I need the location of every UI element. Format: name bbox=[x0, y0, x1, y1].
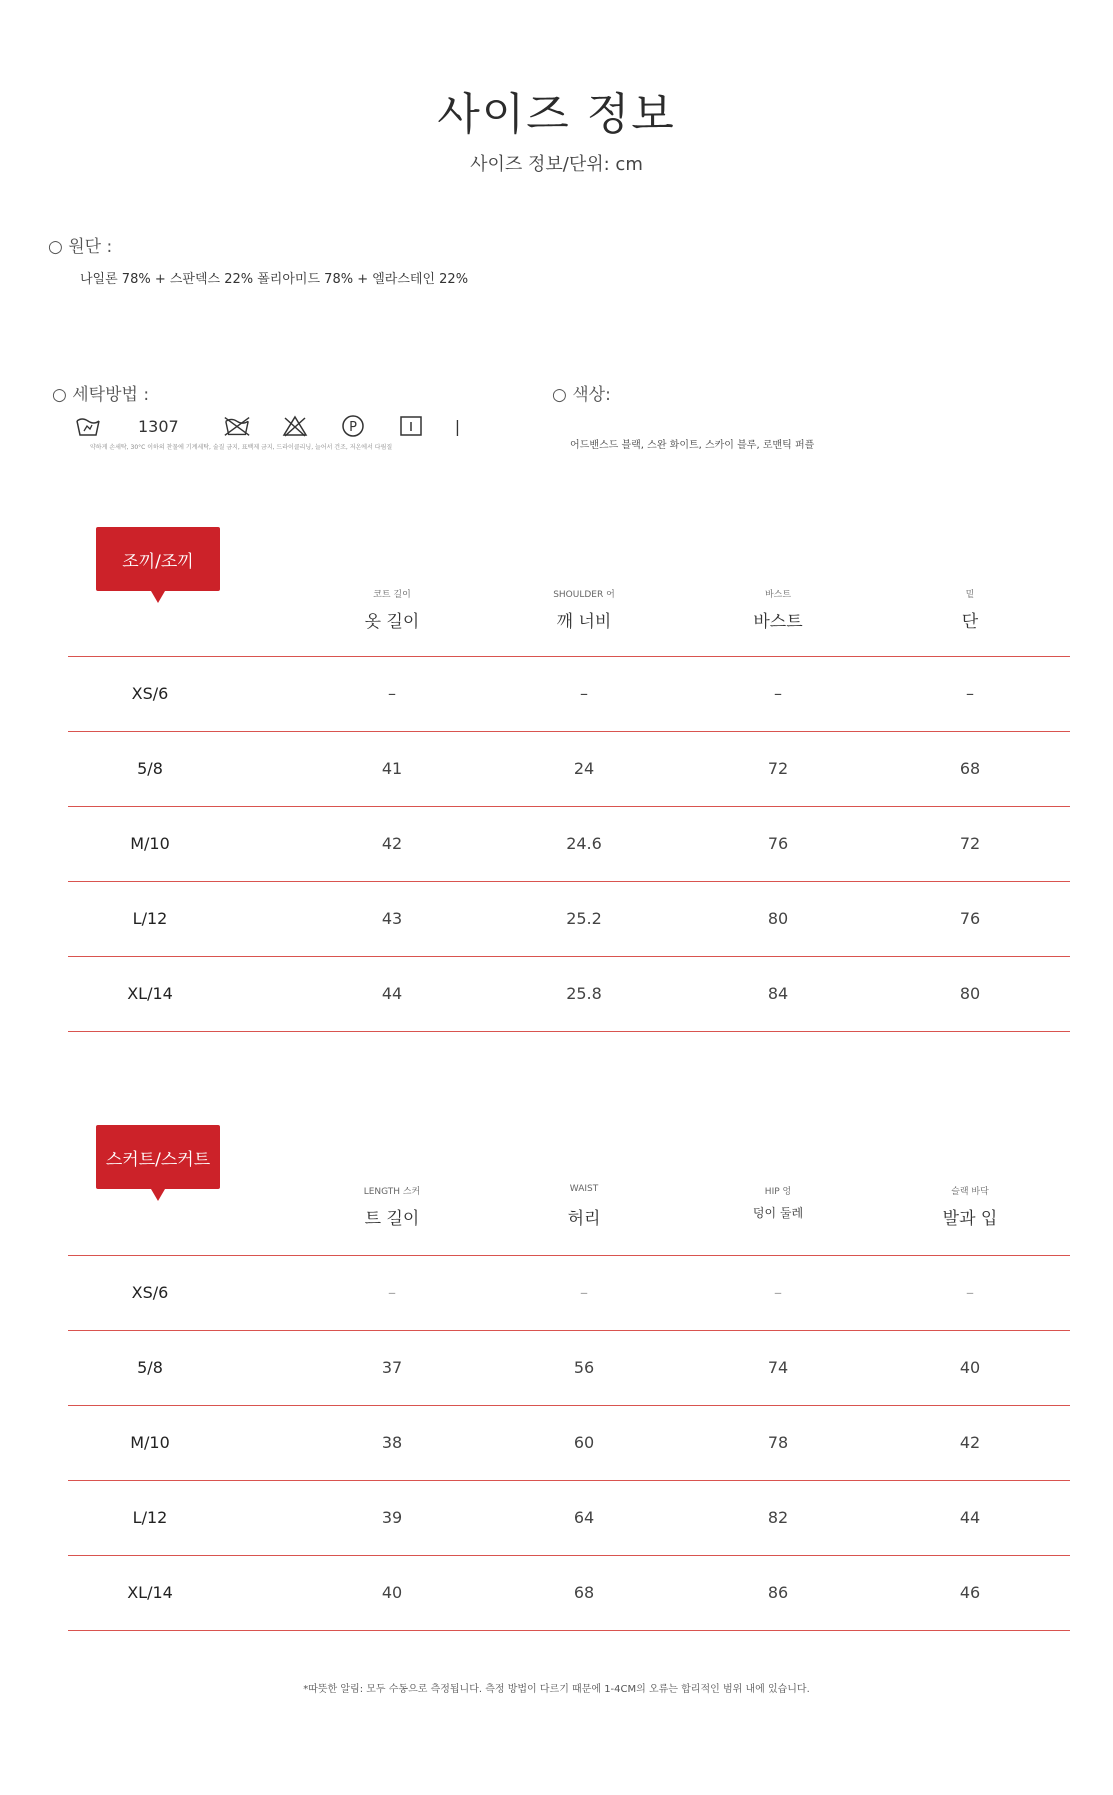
table-row: XL/14 44 25.8 84 80 bbox=[68, 956, 1070, 1032]
skirt-header-hip: HIP 엉 덩이 둘레 bbox=[752, 1187, 804, 1220]
skirt-tag-label: 스커트/스커트 bbox=[96, 1125, 220, 1189]
iron-low-icon bbox=[397, 414, 425, 438]
washing-icons bbox=[74, 414, 460, 438]
dry-clean-p-icon bbox=[339, 414, 367, 438]
vest-tag bbox=[96, 527, 220, 603]
svg-text:P: P bbox=[348, 420, 357, 435]
vest-header-shoulder: SHOULDER 어 깨 너비 bbox=[553, 590, 615, 632]
no-bleach-icon bbox=[281, 414, 309, 438]
washing-note: 약하게 손세탁, 30°C 이하의 찬물에 기계세탁, 술질 금지, 표백제 금지, 드라이클리닝, 늘어서 건조, 저온에서 다림질 bbox=[90, 444, 393, 451]
table-row: XS/6 – – – – bbox=[68, 1255, 1070, 1330]
table-row: L/12 39 64 82 44 bbox=[68, 1480, 1070, 1555]
table-row: M/10 38 60 78 42 bbox=[68, 1405, 1070, 1480]
page-subtitle: 사이즈 정보/단위: cm bbox=[470, 154, 643, 175]
vest-tag-arrow bbox=[151, 591, 165, 603]
color-value: 어드밴스드 블랙, 스완 화이트, 스카이 블루, 로맨틱 퍼플 bbox=[570, 440, 815, 451]
table-row: XS/6 – – – – bbox=[68, 656, 1070, 731]
footnote: *따뜻한 알림: 모두 수동으로 측정됩니다. 측정 방법이 다르기 때문에 1-4CM의 오류는 합리적인 범위 내에 있습니다. bbox=[303, 1684, 810, 1695]
vest-header-length: 코트 길이 옷 길이 bbox=[364, 590, 420, 632]
skirt-tag-arrow bbox=[151, 1189, 165, 1201]
partial-icon: | bbox=[454, 416, 461, 436]
hand-wash-icon bbox=[74, 414, 102, 438]
fabric-label: ○ 원단 : bbox=[48, 237, 113, 257]
skirt-header-leg-opening: 슬랙 바닥 발과 입 bbox=[942, 1187, 998, 1229]
washing-label: ○ 세탁방법 : bbox=[52, 385, 150, 405]
no-machine-wash-icon bbox=[223, 414, 251, 438]
fabric-value: 나일론 78% + 스판덱스 22% 폴리아미드 78% + 엘라스테인 22% bbox=[80, 272, 469, 287]
wash-code: 1307 bbox=[138, 416, 179, 436]
skirt-header-length: LENGTH 스커 트 길이 bbox=[363, 1187, 421, 1229]
table-row: M/10 42 24.6 76 72 bbox=[68, 806, 1070, 881]
vest-header-hem: 밑 단 bbox=[961, 590, 979, 632]
page-title: 사이즈 정보 bbox=[437, 89, 676, 140]
table-row: L/12 43 25.2 80 76 bbox=[68, 881, 1070, 956]
table-row: 5/8 41 24 72 68 bbox=[68, 731, 1070, 806]
vest-header-bust: 바스트 바스트 bbox=[753, 590, 803, 632]
vest-tag-label: 조끼/조끼 bbox=[96, 527, 220, 591]
skirt-header-waist: WAIST 허리 bbox=[567, 1184, 601, 1229]
table-row: XL/14 40 68 86 46 bbox=[68, 1555, 1070, 1631]
color-label: ○ 색상: bbox=[552, 385, 611, 405]
skirt-tag bbox=[96, 1125, 220, 1201]
table-row: 5/8 37 56 74 40 bbox=[68, 1330, 1070, 1405]
